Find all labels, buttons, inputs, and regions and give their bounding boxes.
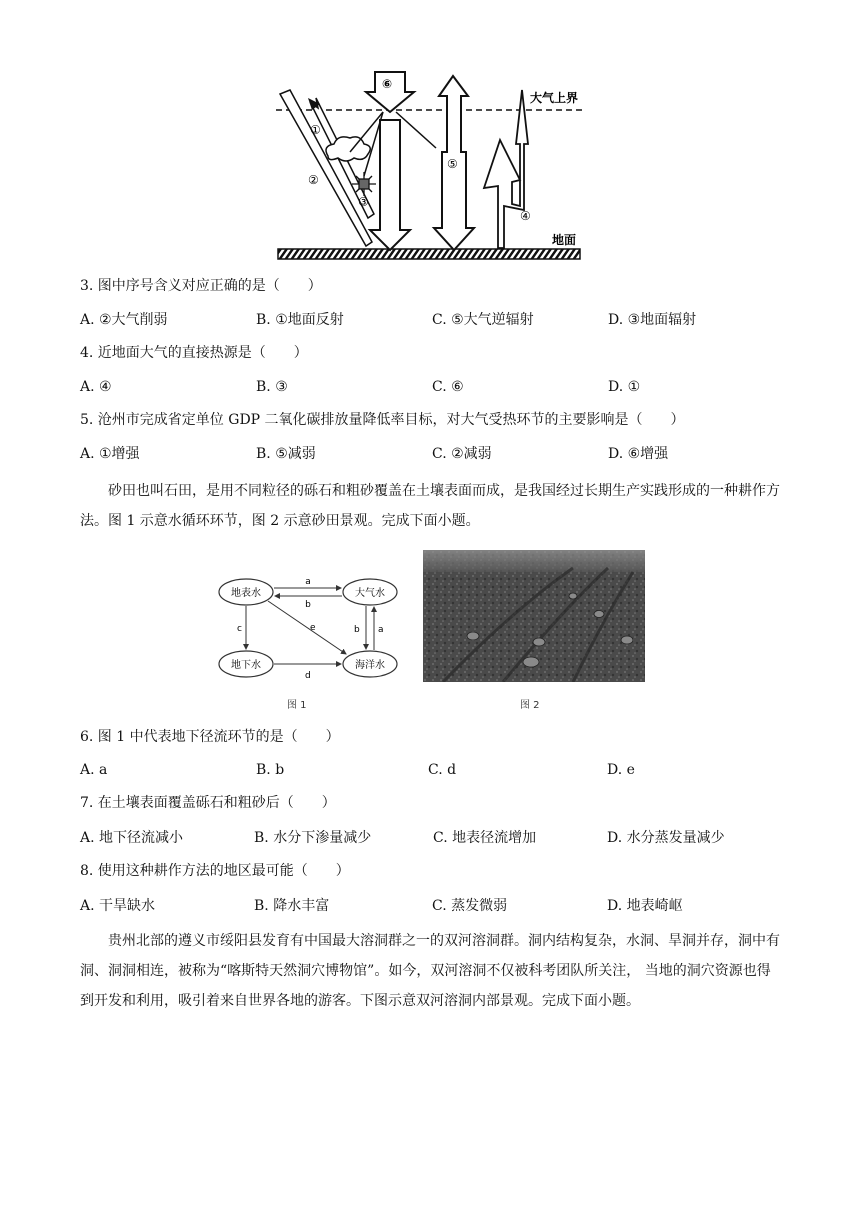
q6-option-d: D. e <box>607 762 635 778</box>
q3-option-b: B. ①地面反射 <box>256 312 344 328</box>
q6-option-a: A. a <box>80 762 108 778</box>
q5-option-c: C. ②减弱 <box>432 446 492 462</box>
label-ground-water: 地下水 <box>231 660 261 671</box>
label-ocean-water: 海洋水 <box>355 660 385 671</box>
ground-label: 地面 <box>552 233 577 247</box>
q4-option-b: B. ③ <box>256 379 288 395</box>
arrow-2 <box>280 90 372 246</box>
edge-label-c: c <box>237 624 242 634</box>
ground-surface <box>278 249 580 259</box>
question-6: 6. 图 1 中代表地下径流环节的是（ ） <box>80 729 340 745</box>
edge-label-d: d <box>305 671 311 681</box>
question-8: 8. 使用这种耕作方法的地区最可能（ ） <box>80 863 350 879</box>
marker-3: ③ <box>358 195 369 209</box>
marker-5: ⑤ <box>447 157 458 171</box>
label-atmosphere-water: 大气水 <box>355 588 385 599</box>
question-7: 7. 在土壤表面覆盖砾石和粗砂后（ ） <box>80 795 336 811</box>
edge-label-b-right: b <box>354 625 360 635</box>
edge-label-b-top: b <box>305 600 311 610</box>
q4-option-a: A. ④ <box>80 379 112 395</box>
q3-option-c: C. ⑤大气逆辐射 <box>432 312 534 328</box>
marker-6: ⑥ <box>382 77 393 91</box>
passage-karst-cave: 贵州北部的遵义市绥阳县发育有中国最大溶洞群之一的双河溶洞群。洞内结构复杂，水洞、旱洞并存，洞中有洞、洞洞相连，被称为“喀斯特天然洞穴博物馆”。如今，双河溶洞不仅被科考团队所关注， 当地的洞穴资源也得到开发和利用，吸引着来自世界各地的游客。下图示意双河溶洞内部景观。完成下面小题。 <box>80 933 780 1009</box>
marker-2: ② <box>308 173 319 187</box>
q4-option-d: D. ① <box>608 379 641 395</box>
atmosphere-heating-diagram <box>268 68 598 268</box>
q8-option-c: C. 蒸发微弱 <box>432 898 508 914</box>
q5-option-a: A. ①增强 <box>80 446 140 462</box>
question-5: 5. 沧州市完成省定单位 GDP 二氧化碳排放量降低率目标，对大气受热环节的主要影响是（ ） <box>80 412 685 428</box>
edge-label-a-right: a <box>378 625 384 635</box>
q8-option-a: A. 干旱缺水 <box>80 898 156 914</box>
q5-option-b: B. ⑤减弱 <box>256 446 316 462</box>
figure-2-caption: 图 2 <box>520 700 540 711</box>
marker-1: ① <box>310 123 321 137</box>
q8-option-d: D. 地表崎岖 <box>607 898 683 914</box>
q7-option-c: C. 地表径流增加 <box>433 830 537 846</box>
q7-option-a: A. 地下径流减小 <box>80 830 184 846</box>
sand-field-photo <box>423 550 645 682</box>
marker-4: ④ <box>520 209 531 223</box>
q5-option-d: D. ⑥增强 <box>608 446 669 462</box>
q6-option-c: C. d <box>428 762 457 778</box>
passage-sand-field: 砂田也叫石田，是用不同粒径的砾石和粗砂覆盖在土壤表面而成，是我国经过长期生产实践形成的一种耕作方法。图 1 示意水循环环节，图 2 示意砂田景观。完成下面小题。 <box>80 483 780 529</box>
figure-1-caption: 图 1 <box>287 700 307 711</box>
q3-option-d: D. ③地面辐射 <box>608 312 697 328</box>
top-boundary-label: 大气上界 <box>530 91 579 105</box>
q4-option-c: C. ⑥ <box>432 379 464 395</box>
label-surface-water: 地表水 <box>231 588 261 599</box>
q8-option-b: B. 降水丰富 <box>254 898 330 914</box>
arrow-4 <box>484 90 528 248</box>
q7-option-b: B. 水分下渗量减少 <box>254 830 372 846</box>
question-4: 4. 近地面大气的直接热源是（ ） <box>80 345 308 361</box>
arrow-6-down <box>370 120 410 250</box>
water-cycle-diagram <box>212 570 402 690</box>
q6-option-b: B. b <box>256 762 285 778</box>
q7-option-d: D. 水分蒸发量减少 <box>607 830 725 846</box>
edge-label-e: e <box>310 623 316 633</box>
edge-label-a-top: a <box>305 577 311 587</box>
q3-option-a: A. ②大气削弱 <box>80 312 168 328</box>
question-3: 3. 图中序号含义对应正确的是（ ） <box>80 278 322 294</box>
